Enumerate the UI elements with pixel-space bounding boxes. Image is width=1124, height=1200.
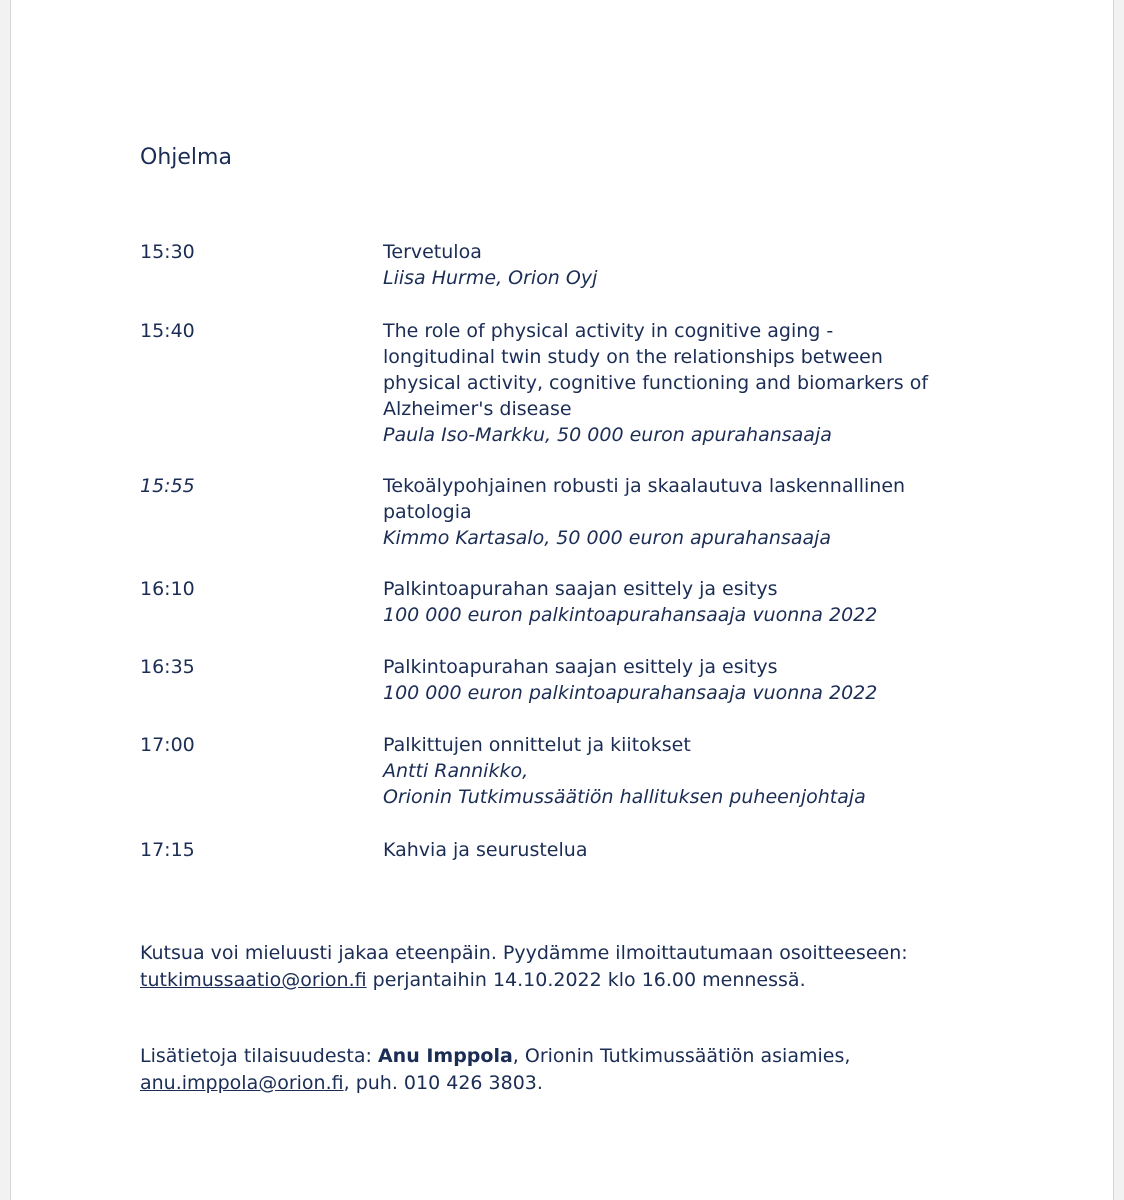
contact-paragraph — [140, 1043, 1020, 1097]
page-title: Ohjelma — [140, 145, 232, 170]
invite-text: Kutsua voi mieluusti jakaa eteenpäin. Pyydämme ilmoittautumaan osoitteeseen: — [140, 942, 908, 964]
program-time: 15:30 — [140, 241, 195, 263]
program-speaker: Paula Iso-Markku, 50 000 euron apurahansaaja — [383, 424, 832, 446]
program-title: The role of physical activity in cognitive aging - — [383, 320, 834, 342]
contact-role: , Orionin Tutkimussäätiön asiamies, — [512, 1045, 851, 1067]
program-speaker: 100 000 euron palkintoapurahansaaja vuonna 2022 — [383, 682, 878, 704]
program-speaker: 100 000 euron palkintoapurahansaaja vuonna 2022 — [383, 604, 878, 626]
program-time: 15:40 — [140, 320, 195, 342]
program-title: Palkintoapurahan saajan esittely ja esitys — [383, 656, 778, 678]
program-content — [383, 654, 1003, 706]
program-title: Tervetuloa — [383, 241, 482, 263]
program-title: Tekoälypohjainen robusti ja skaalautuva laskennallinen — [383, 475, 906, 497]
program-title: Kahvia ja seurustelua — [383, 839, 588, 861]
program-title: Palkittujen onnittelut ja kiitokset — [383, 734, 691, 756]
invite-line-2 — [140, 967, 1020, 994]
contact-prefix: Lisätietoja tilaisuudesta: — [140, 1045, 378, 1067]
program-title: Alzheimer's disease — [383, 398, 572, 420]
contact-name: Anu Imppola — [377, 1045, 513, 1067]
program-content — [383, 837, 1003, 863]
program-title: longitudinal twin study on the relationships between — [383, 346, 883, 368]
program-title: physical activity, cognitive functioning and biomarkers of — [383, 372, 929, 394]
document-page — [10, 0, 1114, 1200]
email-link[interactable]: tutkimussaatio@orion.fi — [140, 969, 367, 991]
program-time: 17:15 — [140, 839, 195, 861]
program-title: Palkintoapurahan saajan esittely ja esitys — [383, 578, 778, 600]
program-speaker: Orionin Tutkimussäätiön hallituksen puheenjohtaja — [383, 786, 866, 808]
program-content — [383, 576, 1003, 628]
program-time: 17:00 — [140, 734, 195, 756]
program-time: 16:10 — [140, 578, 195, 600]
program-content — [383, 318, 1003, 448]
program-speaker: Liisa Hurme, Orion Oyj — [383, 267, 598, 289]
program-content — [383, 732, 1003, 810]
contact-line-2 — [140, 1070, 1020, 1097]
contact-email-link[interactable]: anu.imppola@orion.fi — [140, 1072, 344, 1094]
program-time: 16:35 — [140, 656, 195, 678]
invite-paragraph — [140, 940, 1020, 994]
contact-phone: , puh. 010 426 3803. — [343, 1072, 543, 1094]
program-content — [383, 473, 1003, 551]
program-speaker: Kimmo Kartasalo, 50 000 euron apurahansaaja — [383, 527, 832, 549]
contact-line-1 — [140, 1043, 1020, 1070]
program-title: patologia — [383, 501, 472, 523]
program-time: 15:55 — [140, 475, 195, 497]
program-speaker: Antti Rannikko, — [383, 760, 529, 782]
program-content — [383, 239, 1003, 291]
invite-deadline: perjantaihin 14.10.2022 klo 16.00 mennessä. — [366, 969, 806, 991]
